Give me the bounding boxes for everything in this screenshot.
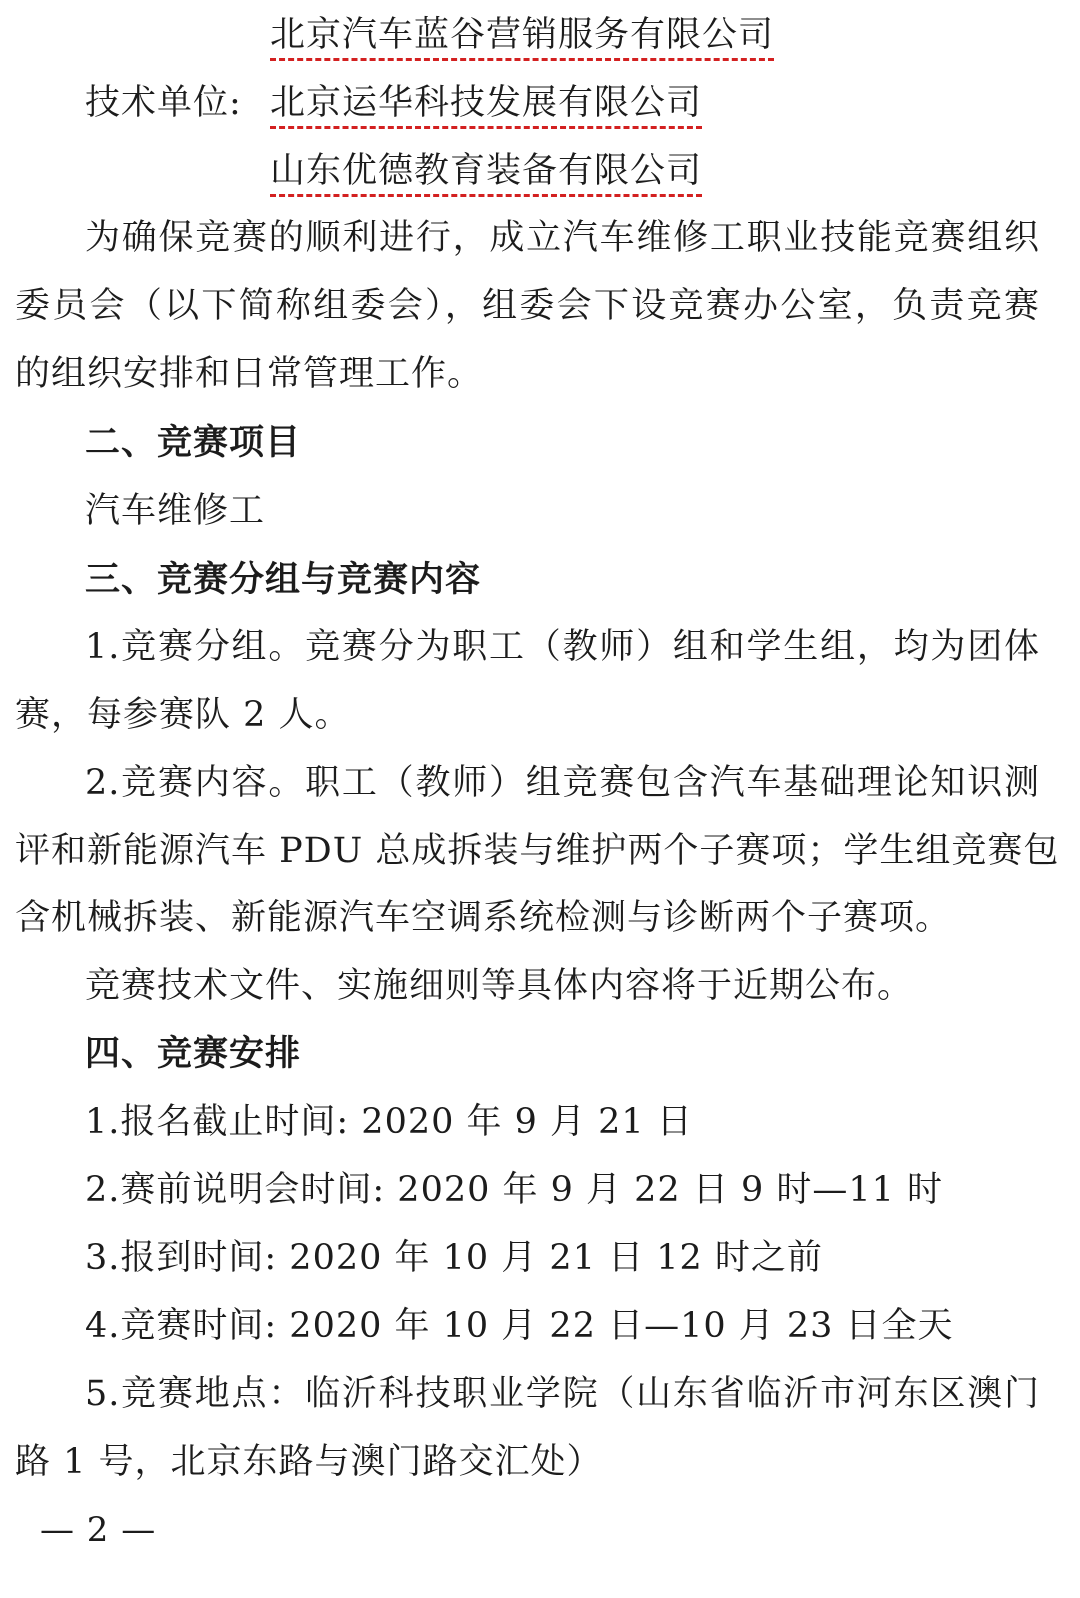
- intro-line-1: 为确保竞赛的顺利进行，成立汽车维修工职业技能竞赛组织: [85, 218, 1040, 258]
- schedule-item-registration: 1.报名截止时间: 2020 年 9 月 21 日: [85, 1102, 693, 1142]
- tech-unit-company-1: [270, 78, 702, 128]
- schedule-item-venue-line-2: 路 1 号，北京东路与澳门路交汇处）: [15, 1442, 603, 1482]
- tech-unit-label: 技术单位:: [85, 83, 242, 123]
- section-3-p1-line-1: 1.竞赛分组。竞赛分为职工（教师）组和学生组，均为团体: [85, 627, 1040, 667]
- section-3-p3: 竞赛技术文件、实施细则等具体内容将于近期公布。: [85, 966, 914, 1006]
- schedule-item-checkin: 3.报到时间: 2020 年 10 月 21 日 12 时之前: [85, 1238, 823, 1278]
- schedule-item-venue-line-1: 5.竞赛地点：临沂科技职业学院（山东省临沂市河东区澳门: [85, 1374, 1040, 1414]
- schedule-item-competition-time: 4.竞赛时间: 2020 年 10 月 22 日—10 月 23 日全天: [85, 1306, 954, 1346]
- section-2-title: 二、竞赛项目: [85, 423, 302, 463]
- intro-line-2: 委员会（以下简称组委会），组委会下设竞赛办公室，负责竞赛: [15, 286, 1040, 326]
- organizer-company-1-text: 北京汽车蓝谷营销服务有限公司: [270, 12, 774, 61]
- section-3-p2-line-3: 含机械拆装、新能源汽车空调系统检测与诊断两个子赛项。: [15, 898, 952, 938]
- organizer-company-1: [270, 10, 774, 60]
- section-3-p2-line-2: 评和新能源汽车 PDU 总成拆装与维护两个子赛项；学生组竞赛包: [15, 831, 1060, 871]
- tech-unit-company-2: [270, 146, 702, 196]
- section-4-title: 四、竞赛安排: [85, 1034, 302, 1074]
- section-3-title: 三、竞赛分组与竞赛内容: [85, 560, 482, 600]
- tech-unit-company-2-text: 山东优德教育装备有限公司: [270, 148, 702, 197]
- page-number: — 2 —: [40, 1510, 157, 1550]
- section-3-p1-line-2: 赛，每参赛队 2 人。: [15, 695, 351, 735]
- intro-line-3: 的组织安排和日常管理工作。: [15, 354, 484, 394]
- schedule-item-briefing: 2.赛前说明会时间: 2020 年 9 月 22 日 9 时—11 时: [85, 1170, 943, 1210]
- tech-unit-row: [85, 78, 242, 128]
- tech-unit-company-1-text: 北京运华科技发展有限公司: [270, 80, 702, 129]
- section-2-item: 汽车维修工: [85, 491, 266, 531]
- section-3-p2-line-1: 2.竞赛内容。职工（教师）组竞赛包含汽车基础理论知识测: [85, 763, 1040, 803]
